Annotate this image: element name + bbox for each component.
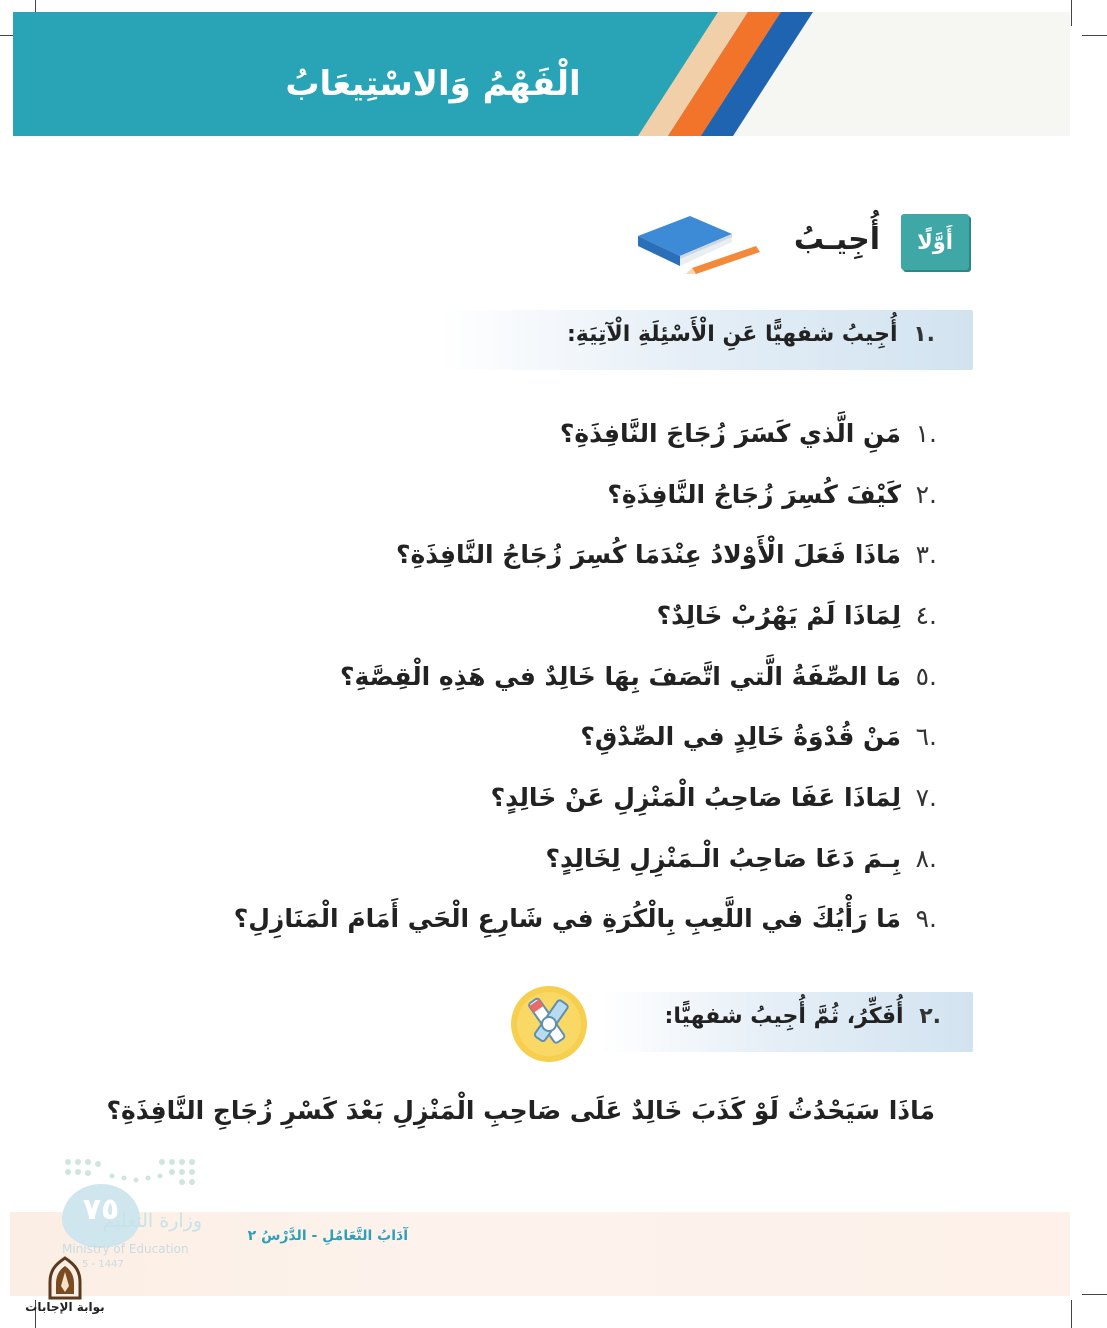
question-number: .٣ <box>915 540 937 570</box>
list-item <box>137 585 937 646</box>
site-name: بوابة الإجابات <box>25 1300 105 1314</box>
question-number: .٥ <box>915 661 937 691</box>
ministry-name-en: Ministry of Education <box>62 1242 189 1256</box>
question-text: مَنْ قُدْوَةُ خَالِدٍ في الصِّدْقِ؟ <box>580 722 901 752</box>
task2-instruction-line <box>665 1004 941 1029</box>
page-title: الْفَهْمُ وَالاسْتِيعَابُ <box>285 64 581 104</box>
lesson-reference: آدَابُ التَّعَامُلِ - الدَّرْسُ ٢ <box>247 1228 408 1244</box>
header-banner <box>13 12 1070 136</box>
list-item <box>137 889 937 950</box>
crop-mark <box>1082 1294 1107 1295</box>
task2-instruction: أُفَكِّرُ، ثُمَّ أُجِيبُ شفهيًّا: <box>664 1004 904 1029</box>
question-text: لِمَاذَا عَفَا صَاحِبُ الْمَنْزِلِ عَنْ خَالِدٍ؟ <box>490 782 901 812</box>
edition-year: 5 - 1447 <box>82 1259 124 1270</box>
question-text: كَيْفَ كُسِرَ زُجَاجُ النَّافِذَةِ؟ <box>607 479 901 509</box>
question-text: مَا الصِّفَةُ الَّتي اتَّصَفَ بِهَا خَالِدٌ في هَذِهِ الْقِصَّةِ؟ <box>339 661 901 691</box>
question-text: بِـمَ دَعَا صَاحِبُ الْـمَنْزِلِ لِخَالِدٍ؟ <box>545 843 901 873</box>
list-item <box>137 828 937 889</box>
task2-bar <box>600 992 973 1052</box>
question-number: .٨ <box>915 843 937 873</box>
think-lightbulb-icon <box>507 984 591 1064</box>
question-number: .٢ <box>915 479 937 509</box>
task2-number: .٢ <box>919 1004 941 1029</box>
question-list <box>137 403 937 949</box>
task1-instruction-line <box>567 322 935 347</box>
page-number: ٧٥ <box>82 1192 120 1227</box>
question-text: مَنِ الَّذي كَسَرَ زُجَاجَ النَّافِذَةِ؟ <box>559 418 901 448</box>
section-heading: أُجِيـبُ <box>793 222 880 257</box>
section-badge: أَوَّلًا <box>901 214 969 270</box>
question-number: .٦ <box>915 722 937 752</box>
task1-instruction: أُجِيبُ شفهيًّا عَنِ الْأَسْئِلَةِ الْآتِيَةِ: <box>567 322 898 347</box>
question-text: مَاذَا فَعَلَ الْأَوْلادُ عِنْدَمَا كُسِرَ زُجَاجُ النَّافِذَةِ؟ <box>395 540 901 570</box>
crop-mark <box>1071 0 1072 26</box>
question-number: .١ <box>915 418 937 448</box>
question-text: مَا رَأْيُكَ في اللَّعِبِ بِالْكُرَةِ في شَارِعِ الْحَي أَمَامَ الْمَنَازِلِ؟ <box>233 904 901 934</box>
list-item <box>137 767 937 828</box>
ministry-name-ar: وزارة التعليم <box>102 1210 202 1232</box>
list-item <box>137 403 937 464</box>
crop-mark <box>1071 1300 1072 1328</box>
question-number: .٤ <box>915 600 937 630</box>
list-item <box>137 646 937 707</box>
list-item <box>137 706 937 767</box>
list-item <box>137 524 937 585</box>
think-question: مَاذَا سَيَحْدُثُ لَوْ كَذَبَ خَالِدٌ عَلَى صَاحِبِ الْمَنْزِلِ بَعْدَ كَسْرِ زُجَاجِ النَّافِذَةِ؟ <box>106 1096 935 1125</box>
list-item <box>137 464 937 525</box>
crop-mark <box>1082 35 1107 36</box>
task1-bar <box>440 310 973 370</box>
question-number: .٧ <box>915 782 937 812</box>
site-logo-icon <box>44 1256 86 1300</box>
task1-number: .١ <box>913 322 935 347</box>
question-text: لِمَاذَا لَمْ يَهْرُبْ خَالِدٌ؟ <box>656 600 901 630</box>
question-number: .٩ <box>915 904 937 934</box>
book-pencil-icon <box>632 206 762 276</box>
